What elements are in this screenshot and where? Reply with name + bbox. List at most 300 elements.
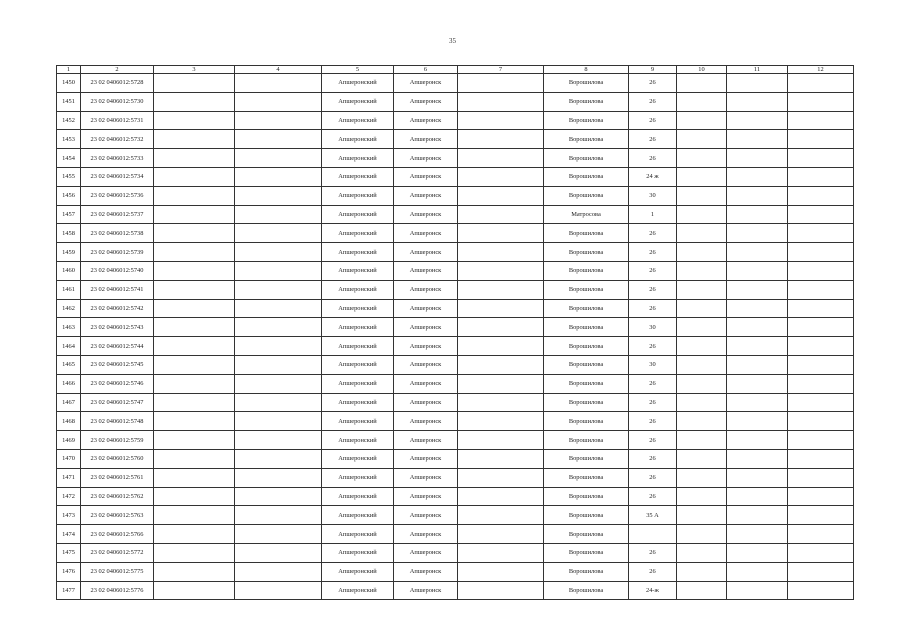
table-cell-col-12 xyxy=(788,431,854,450)
table-row xyxy=(57,224,854,243)
table-cell-col-7 xyxy=(458,92,544,111)
table-cell-col-7 xyxy=(458,487,544,506)
table-cell-col-11 xyxy=(727,431,788,450)
table-cell-col-6: Апшеронск xyxy=(394,355,458,374)
table-cell-col-10 xyxy=(677,111,727,130)
table-cell-col-12 xyxy=(788,374,854,393)
table-cell-col-8: Ворошилова xyxy=(544,506,629,525)
table-cell-col-3 xyxy=(154,299,235,318)
table-cell-col-9: 26 xyxy=(629,149,677,168)
table-cell-col-10 xyxy=(677,318,727,337)
column-header-1: 1 xyxy=(57,66,81,74)
table-cell-col-4 xyxy=(235,431,322,450)
table-cell-col-4 xyxy=(235,318,322,337)
table-cell-col-7 xyxy=(458,562,544,581)
table-cell-col-8: Ворошилова xyxy=(544,280,629,299)
table-cell-col-8: Ворошилова xyxy=(544,92,629,111)
table-cell-col-2: 23 02 0406012:5744 xyxy=(81,337,154,356)
column-header-10: 10 xyxy=(677,66,727,74)
table-cell-col-4 xyxy=(235,149,322,168)
table-cell-col-12 xyxy=(788,393,854,412)
table-cell-col-4 xyxy=(235,130,322,149)
table-cell-col-2: 23 02 0406012:5742 xyxy=(81,299,154,318)
table-cell-col-9: 26 xyxy=(629,92,677,111)
table-cell-col-7 xyxy=(458,449,544,468)
table-cell-col-3 xyxy=(154,186,235,205)
table-cell-col-6: Апшеронск xyxy=(394,186,458,205)
table-cell-col-9: 26 xyxy=(629,393,677,412)
table-cell-col-7 xyxy=(458,261,544,280)
table-cell-col-4 xyxy=(235,111,322,130)
table-cell-col-5: Апшеронский xyxy=(322,224,394,243)
table-cell-col-4 xyxy=(235,92,322,111)
table-cell-col-8: Ворошилова xyxy=(544,525,629,544)
table-cell-col-7 xyxy=(458,243,544,262)
table-cell-col-3 xyxy=(154,431,235,450)
table-cell-col-4 xyxy=(235,186,322,205)
column-header-7: 7 xyxy=(458,66,544,74)
table-cell-col-2: 23 02 0406012:5762 xyxy=(81,487,154,506)
table-cell-col-11 xyxy=(727,224,788,243)
table-cell-col-6: Апшеронск xyxy=(394,111,458,130)
table-cell-col-1: 1475 xyxy=(57,543,81,562)
table-row xyxy=(57,299,854,318)
table-cell-col-9: 26 xyxy=(629,487,677,506)
table-cell-col-1: 1472 xyxy=(57,487,81,506)
table-cell-col-12 xyxy=(788,130,854,149)
table-cell-col-5: Апшеронский xyxy=(322,562,394,581)
table-cell-col-10 xyxy=(677,468,727,487)
table-cell-col-4 xyxy=(235,280,322,299)
table-cell-col-7 xyxy=(458,224,544,243)
table-cell-col-11 xyxy=(727,487,788,506)
table-cell-col-9: 26 xyxy=(629,261,677,280)
table-row xyxy=(57,74,854,93)
table-cell-col-3 xyxy=(154,506,235,525)
table-cell-col-6: Апшеронск xyxy=(394,299,458,318)
table-cell-col-1: 1458 xyxy=(57,224,81,243)
table-cell-col-6: Апшеронск xyxy=(394,280,458,299)
table-cell-col-5: Апшеронский xyxy=(322,449,394,468)
table-cell-col-4 xyxy=(235,449,322,468)
table-cell-col-6: Апшеронск xyxy=(394,393,458,412)
table-cell-col-4 xyxy=(235,487,322,506)
table-cell-col-5: Апшеронский xyxy=(322,355,394,374)
table-cell-col-6: Апшеронск xyxy=(394,167,458,186)
table-row xyxy=(57,525,854,544)
table-cell-col-1: 1462 xyxy=(57,299,81,318)
table-cell-col-9: 26 xyxy=(629,243,677,262)
table-cell-col-2: 23 02 0406012:5745 xyxy=(81,355,154,374)
table-cell-col-12 xyxy=(788,355,854,374)
table-cell-col-3 xyxy=(154,74,235,93)
table-row xyxy=(57,393,854,412)
table-cell-col-4 xyxy=(235,506,322,525)
table-cell-col-2: 23 02 0406012:5759 xyxy=(81,431,154,450)
table-cell-col-3 xyxy=(154,130,235,149)
table-cell-col-1: 1471 xyxy=(57,468,81,487)
table-cell-col-12 xyxy=(788,186,854,205)
table-cell-col-4 xyxy=(235,468,322,487)
table-cell-col-2: 23 02 0406012:5761 xyxy=(81,468,154,487)
table-cell-col-4 xyxy=(235,562,322,581)
table-cell-col-3 xyxy=(154,280,235,299)
table-cell-col-10 xyxy=(677,506,727,525)
table-cell-col-1: 1457 xyxy=(57,205,81,224)
table-cell-col-12 xyxy=(788,205,854,224)
table-cell-col-10 xyxy=(677,525,727,544)
table-cell-col-2: 23 02 0406012:5736 xyxy=(81,186,154,205)
table-cell-col-6: Апшеронск xyxy=(394,412,458,431)
column-header-9: 9 xyxy=(629,66,677,74)
table-cell-col-8: Ворошилова xyxy=(544,149,629,168)
table-cell-col-9: 26 xyxy=(629,280,677,299)
table-cell-col-10 xyxy=(677,149,727,168)
table-cell-col-6: Апшеронск xyxy=(394,92,458,111)
table-cell-col-10 xyxy=(677,374,727,393)
table-cell-col-11 xyxy=(727,186,788,205)
table-cell-col-10 xyxy=(677,130,727,149)
table-cell-col-1: 1469 xyxy=(57,431,81,450)
table-cell-col-7 xyxy=(458,468,544,487)
table-cell-col-7 xyxy=(458,280,544,299)
table-row xyxy=(57,412,854,431)
table-cell-col-5: Апшеронский xyxy=(322,205,394,224)
table-row xyxy=(57,337,854,356)
table-cell-col-3 xyxy=(154,243,235,262)
column-header-11: 11 xyxy=(727,66,788,74)
table-cell-col-12 xyxy=(788,468,854,487)
table-cell-col-12 xyxy=(788,337,854,356)
table-cell-col-11 xyxy=(727,318,788,337)
table-row xyxy=(57,167,854,186)
table-cell-col-3 xyxy=(154,525,235,544)
table-cell-col-9: 26 xyxy=(629,111,677,130)
table-cell-col-5: Апшеронский xyxy=(322,299,394,318)
table-cell-col-2: 23 02 0406012:5738 xyxy=(81,224,154,243)
table-cell-col-3 xyxy=(154,543,235,562)
table-row xyxy=(57,318,854,337)
table-row xyxy=(57,506,854,525)
table-cell-col-3 xyxy=(154,337,235,356)
table-cell-col-8: Ворошилова xyxy=(544,261,629,280)
table-cell-col-8: Ворошилова xyxy=(544,581,629,600)
table-cell-col-2: 23 02 0406012:5740 xyxy=(81,261,154,280)
table-cell-col-5: Апшеронский xyxy=(322,130,394,149)
table-cell-col-1: 1451 xyxy=(57,92,81,111)
table-cell-col-7 xyxy=(458,130,544,149)
table-cell-col-2: 23 02 0406012:5763 xyxy=(81,506,154,525)
table-cell-col-2: 23 02 0406012:5737 xyxy=(81,205,154,224)
table-cell-col-7 xyxy=(458,355,544,374)
table-cell-col-1: 1467 xyxy=(57,393,81,412)
table-cell-col-10 xyxy=(677,299,727,318)
table-cell-col-9: 26 xyxy=(629,130,677,149)
table-cell-col-12 xyxy=(788,412,854,431)
table-cell-col-7 xyxy=(458,186,544,205)
table-cell-col-6: Апшеронск xyxy=(394,468,458,487)
table-cell-col-1: 1473 xyxy=(57,506,81,525)
table-cell-col-5: Апшеронский xyxy=(322,506,394,525)
table-cell-col-1: 1474 xyxy=(57,525,81,544)
table-cell-col-1: 1463 xyxy=(57,318,81,337)
table-cell-col-6: Апшеронск xyxy=(394,431,458,450)
table-cell-col-9: 26 xyxy=(629,431,677,450)
table-cell-col-12 xyxy=(788,543,854,562)
table-cell-col-11 xyxy=(727,562,788,581)
table-cell-col-6: Апшеронск xyxy=(394,374,458,393)
table-cell-col-12 xyxy=(788,92,854,111)
table-cell-col-8: Ворошилова xyxy=(544,224,629,243)
table-cell-col-3 xyxy=(154,318,235,337)
table-cell-col-10 xyxy=(677,167,727,186)
table-cell-col-4 xyxy=(235,224,322,243)
table-cell-col-5: Апшеронский xyxy=(322,149,394,168)
table-row xyxy=(57,186,854,205)
table-cell-col-9: 35 А xyxy=(629,506,677,525)
table-cell-col-7 xyxy=(458,412,544,431)
table-cell-col-9: 26 xyxy=(629,468,677,487)
table-cell-col-12 xyxy=(788,74,854,93)
table-cell-col-6: Апшеронск xyxy=(394,487,458,506)
table-cell-col-2: 23 02 0406012:5733 xyxy=(81,149,154,168)
table-cell-col-2: 23 02 0406012:5732 xyxy=(81,130,154,149)
table-cell-col-1: 1466 xyxy=(57,374,81,393)
table-row xyxy=(57,149,854,168)
table-cell-col-12 xyxy=(788,280,854,299)
table-cell-col-3 xyxy=(154,487,235,506)
table-cell-col-8: Ворошилова xyxy=(544,355,629,374)
table-cell-col-8: Ворошилова xyxy=(544,449,629,468)
table-cell-col-11 xyxy=(727,337,788,356)
table-cell-col-9: 24-ж xyxy=(629,581,677,600)
table-cell-col-8: Ворошилова xyxy=(544,562,629,581)
table-cell-col-12 xyxy=(788,318,854,337)
column-header-4: 4 xyxy=(235,66,322,74)
table-row xyxy=(57,449,854,468)
table-row xyxy=(57,562,854,581)
table-cell-col-3 xyxy=(154,374,235,393)
table-cell-col-8: Ворошилова xyxy=(544,337,629,356)
table-cell-col-1: 1470 xyxy=(57,449,81,468)
column-header-5: 5 xyxy=(322,66,394,74)
table-cell-col-9: 26 xyxy=(629,543,677,562)
table-cell-col-9: 26 xyxy=(629,74,677,93)
table-cell-col-3 xyxy=(154,261,235,280)
table-cell-col-12 xyxy=(788,581,854,600)
table-cell-col-1: 1452 xyxy=(57,111,81,130)
table-cell-col-6: Апшеронск xyxy=(394,130,458,149)
table-cell-col-11 xyxy=(727,92,788,111)
table-cell-col-5: Апшеронский xyxy=(322,543,394,562)
table-cell-col-11 xyxy=(727,412,788,431)
table-cell-col-7 xyxy=(458,74,544,93)
table-cell-col-4 xyxy=(235,543,322,562)
table-cell-col-11 xyxy=(727,167,788,186)
table-cell-col-6: Апшеронск xyxy=(394,149,458,168)
table-cell-col-12 xyxy=(788,243,854,262)
table-cell-col-8: Ворошилова xyxy=(544,318,629,337)
table-cell-col-4 xyxy=(235,581,322,600)
table-cell-col-2: 23 02 0406012:5728 xyxy=(81,74,154,93)
table-row xyxy=(57,261,854,280)
table-cell-col-10 xyxy=(677,393,727,412)
table-cell-col-11 xyxy=(727,111,788,130)
table-cell-col-10 xyxy=(677,543,727,562)
registry-table xyxy=(56,65,854,600)
table-cell-col-3 xyxy=(154,149,235,168)
table-cell-col-1: 1455 xyxy=(57,167,81,186)
table-cell-col-4 xyxy=(235,74,322,93)
table-cell-col-1: 1460 xyxy=(57,261,81,280)
table-cell-col-10 xyxy=(677,205,727,224)
table-cell-col-7 xyxy=(458,299,544,318)
table-cell-col-10 xyxy=(677,337,727,356)
table-cell-col-5: Апшеронский xyxy=(322,243,394,262)
table-cell-col-2: 23 02 0406012:5760 xyxy=(81,449,154,468)
table-cell-col-7 xyxy=(458,525,544,544)
table-cell-col-4 xyxy=(235,205,322,224)
table-cell-col-1: 1465 xyxy=(57,355,81,374)
table-cell-col-10 xyxy=(677,487,727,506)
table-cell-col-6: Апшеронск xyxy=(394,224,458,243)
table-cell-col-12 xyxy=(788,149,854,168)
table-cell-col-3 xyxy=(154,449,235,468)
table-cell-col-7 xyxy=(458,581,544,600)
table-cell-col-4 xyxy=(235,374,322,393)
table-cell-col-4 xyxy=(235,167,322,186)
table-cell-col-1: 1450 xyxy=(57,74,81,93)
table-cell-col-3 xyxy=(154,412,235,431)
table-cell-col-3 xyxy=(154,224,235,243)
table-cell-col-11 xyxy=(727,280,788,299)
table-cell-col-1: 1456 xyxy=(57,186,81,205)
table-cell-col-11 xyxy=(727,393,788,412)
table-cell-col-2: 23 02 0406012:5734 xyxy=(81,167,154,186)
column-header-12: 12 xyxy=(788,66,854,74)
column-header-6: 6 xyxy=(394,66,458,74)
table-cell-col-9: 1 xyxy=(629,205,677,224)
table-cell-col-5: Апшеронский xyxy=(322,412,394,431)
table-cell-col-6: Апшеронск xyxy=(394,337,458,356)
table-cell-col-12 xyxy=(788,167,854,186)
table-cell-col-1: 1477 xyxy=(57,581,81,600)
table-cell-col-1: 1461 xyxy=(57,280,81,299)
table-cell-col-2: 23 02 0406012:5743 xyxy=(81,318,154,337)
table-cell-col-7 xyxy=(458,111,544,130)
header-row xyxy=(57,66,854,74)
table-cell-col-12 xyxy=(788,506,854,525)
table-cell-col-4 xyxy=(235,355,322,374)
table-cell-col-11 xyxy=(727,299,788,318)
table-cell-col-5: Апшеронский xyxy=(322,74,394,93)
table-cell-col-2: 23 02 0406012:5741 xyxy=(81,280,154,299)
table-cell-col-2: 23 02 0406012:5731 xyxy=(81,111,154,130)
table-cell-col-9: 26 xyxy=(629,337,677,356)
table-row xyxy=(57,543,854,562)
table-cell-col-11 xyxy=(727,205,788,224)
table-cell-col-2: 23 02 0406012:5772 xyxy=(81,543,154,562)
table-cell-col-5: Апшеронский xyxy=(322,337,394,356)
table-cell-col-11 xyxy=(727,449,788,468)
table-cell-col-2: 23 02 0406012:5776 xyxy=(81,581,154,600)
table-cell-col-5: Апшеронский xyxy=(322,431,394,450)
table-cell-col-9: 26 xyxy=(629,299,677,318)
table-cell-col-10 xyxy=(677,261,727,280)
table-cell-col-5: Апшеронский xyxy=(322,167,394,186)
table-cell-col-6: Апшеронск xyxy=(394,449,458,468)
table-cell-col-8: Ворошилова xyxy=(544,393,629,412)
table-cell-col-11 xyxy=(727,149,788,168)
table-cell-col-1: 1454 xyxy=(57,149,81,168)
table-cell-col-2: 23 02 0406012:5730 xyxy=(81,92,154,111)
table-row xyxy=(57,280,854,299)
table-cell-col-8: Ворошилова xyxy=(544,543,629,562)
table-cell-col-5: Апшеронский xyxy=(322,261,394,280)
table-cell-col-8: Ворошилова xyxy=(544,74,629,93)
table-cell-col-10 xyxy=(677,355,727,374)
table-cell-col-9: 26 xyxy=(629,562,677,581)
table-cell-col-7 xyxy=(458,167,544,186)
table-cell-col-8: Ворошилова xyxy=(544,412,629,431)
table-cell-col-7 xyxy=(458,149,544,168)
table-cell-col-12 xyxy=(788,487,854,506)
table-cell-col-5: Апшеронский xyxy=(322,525,394,544)
table-cell-col-6: Апшеронск xyxy=(394,581,458,600)
table-cell-col-11 xyxy=(727,468,788,487)
table-cell-col-5: Апшеронский xyxy=(322,280,394,299)
table-cell-col-8: Ворошилова xyxy=(544,468,629,487)
table-cell-col-7 xyxy=(458,337,544,356)
table-cell-col-9: 26 xyxy=(629,412,677,431)
table-cell-col-4 xyxy=(235,412,322,431)
table-cell-col-11 xyxy=(727,261,788,280)
table-cell-col-11 xyxy=(727,506,788,525)
table-cell-col-11 xyxy=(727,525,788,544)
table-cell-col-12 xyxy=(788,224,854,243)
table-cell-col-4 xyxy=(235,261,322,280)
column-header-3: 3 xyxy=(154,66,235,74)
table-cell-col-6: Апшеронск xyxy=(394,74,458,93)
table-cell-col-10 xyxy=(677,431,727,450)
table-cell-col-11 xyxy=(727,581,788,600)
table-cell-col-9: 24 ж xyxy=(629,167,677,186)
table-cell-col-12 xyxy=(788,525,854,544)
table-body xyxy=(57,74,854,600)
table-cell-col-6: Апшеронск xyxy=(394,562,458,581)
table-cell-col-9: 26 xyxy=(629,449,677,468)
table-cell-col-10 xyxy=(677,186,727,205)
table-cell-col-7 xyxy=(458,431,544,450)
table-cell-col-5: Апшеронский xyxy=(322,186,394,205)
table-cell-col-12 xyxy=(788,299,854,318)
table-cell-col-1: 1468 xyxy=(57,412,81,431)
table-cell-col-11 xyxy=(727,130,788,149)
table-cell-col-4 xyxy=(235,243,322,262)
table-cell-col-5: Апшеронский xyxy=(322,581,394,600)
table-cell-col-5: Апшеронский xyxy=(322,92,394,111)
table-row xyxy=(57,92,854,111)
table-cell-col-8: Матросова xyxy=(544,205,629,224)
table-cell-col-9: 30 xyxy=(629,355,677,374)
table-cell-col-2: 23 02 0406012:5775 xyxy=(81,562,154,581)
table-cell-col-10 xyxy=(677,280,727,299)
table-cell-col-12 xyxy=(788,449,854,468)
table-cell-col-6: Апшеронск xyxy=(394,543,458,562)
table-cell-col-12 xyxy=(788,261,854,280)
table-row xyxy=(57,111,854,130)
table-cell-col-6: Апшеронск xyxy=(394,506,458,525)
